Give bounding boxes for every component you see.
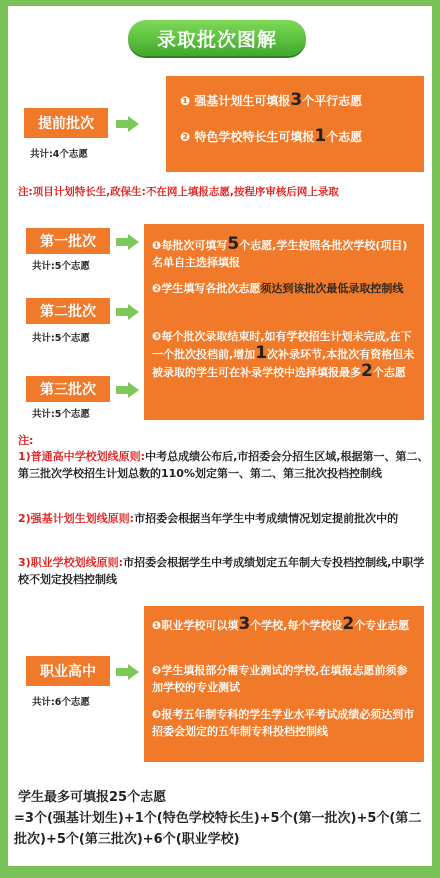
infographic-page [8, 6, 432, 866]
summary-title: 学生最多可填报25个志愿 [18, 790, 167, 805]
notes-head: 注: [18, 434, 34, 447]
early-batch-label: 提前批次 [24, 108, 108, 138]
batches-point-3: ❸每个批次录取结束时,如有学校招生计划未完成,在下一个批次投档前,增加1次补录环节,本批次有资格但未被录取的学生可在补录学校中选择填报最多2个志愿 [152, 330, 415, 381]
vocational-total: 共计:6个志愿 [32, 697, 90, 708]
rule-1: 1)普通高中学校划线原则:中考总成绩公布后,市招委会分招生区域,根据第一、第二、第三批次学校招生计划总数的110%划定第一、第二、第三批次投档控制线 [18, 450, 429, 480]
batch2-total: 共计:5个志愿 [32, 333, 90, 344]
vocational-point-2: ❷学生填报部分需专业测试的学校,在填报志愿前须参加学校的专业测试 [152, 664, 408, 694]
batches-panel [144, 224, 424, 420]
early-batch-panel [166, 76, 424, 172]
batch3-total: 共计:5个志愿 [32, 409, 90, 420]
batches-point-2: ❷学生填写各批次志愿须达到该批次最低录取控制线 [152, 282, 404, 295]
page-title: 录取批次图解 [128, 20, 306, 56]
early-line-2: ❷ 特色学校特长生可填报1个志愿 [180, 126, 363, 146]
early-line-1: ❶ 强基计划生可填报3个平行志愿 [180, 90, 363, 110]
rule-3: 3)职业学校划线原则:市招委会根据学生中考成绩划定五年制大专投档控制线,中职学校不划定投档控制线 [18, 556, 425, 586]
batch1-label: 第一批次 [26, 228, 110, 254]
vocational-point-3: ❸报考五年制专科的学生学业水平考试成绩必须达到市招委会划定的五年制专科投档控制线 [152, 708, 415, 738]
early-batch-total: 共计:4个志愿 [30, 149, 88, 160]
batches-point-1: ❶每批次可填写5个志愿,学生按照各批次学校(项目)名单自主选择填报 [152, 234, 408, 269]
vocational-label: 职业高中 [26, 656, 110, 686]
rule-2: 2)强基计划生划线原则:市招委会根据当年学生中考成绩情况划定提前批次中的 [18, 512, 399, 525]
vocational-point-1: ❶职业学校可以填3个学校,每个学校设2个专业志愿 [152, 614, 410, 634]
batch1-total: 共计:5个志愿 [32, 261, 90, 272]
vocational-panel [144, 606, 424, 762]
batch2-label: 第二批次 [26, 298, 110, 324]
summary-equation: =3个(强基计划生)+1个(特色学校特长生)+5个(第一批次)+5个(第二批次)+5个(第三批次)+6个(职业学校) [14, 811, 422, 847]
batch3-label: 第三批次 [26, 376, 110, 402]
early-batch-note: 注:项目计划特长生,政保生:不在网上填报志愿,按程序审核后网上录取 [18, 186, 339, 198]
